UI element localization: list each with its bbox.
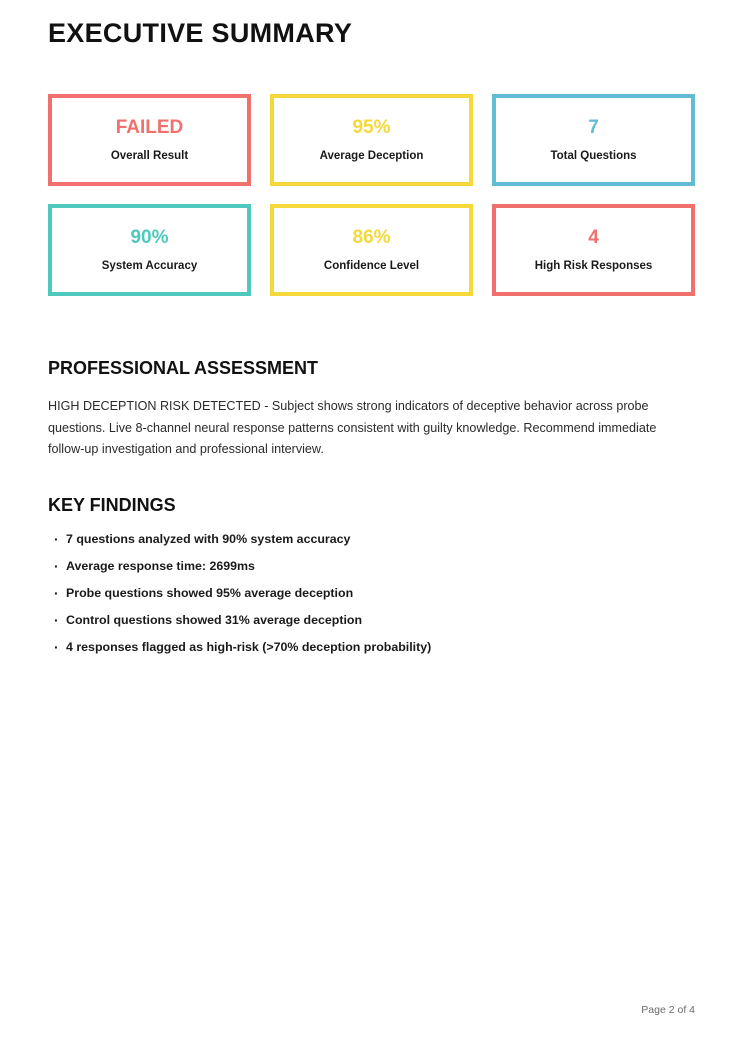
- metric-value: 4: [588, 226, 599, 248]
- assessment-body: HIGH DECEPTION RISK DETECTED - Subject shows strong indicators of deceptive behavior across probe questions. Live 8-channel neural response patterns consistent with guilty knowledge. Recommend immediate follow-up investigation and professional interview.: [48, 399, 657, 457]
- metric-label: System Accuracy: [101, 260, 198, 273]
- metric-card-confidence-level: [270, 204, 473, 296]
- key-findings-section: [48, 495, 695, 654]
- metrics-grid: [48, 94, 695, 296]
- list-item: · Average response time: 2699ms: [48, 559, 695, 573]
- metric-card-total-questions: [492, 94, 695, 186]
- metric-label: Total Questions: [550, 150, 637, 163]
- metric-card-overall-result: [48, 94, 251, 186]
- professional-assessment-section: [48, 358, 695, 461]
- page-footer: Page 2 of 4: [641, 1004, 695, 1016]
- assessment-heading: PROFESSIONAL ASSESSMENT: [48, 358, 319, 378]
- metric-value: 90%: [130, 226, 169, 248]
- findings-heading: KEY FINDINGS: [48, 494, 176, 515]
- metric-value: 7: [588, 116, 599, 138]
- findings-list: [48, 532, 695, 654]
- list-item: · 4 responses flagged as high-risk (>70% deception probability): [48, 640, 695, 654]
- metric-card-high-risk-responses: [492, 204, 695, 296]
- metric-value: 86%: [352, 226, 391, 248]
- metric-value: 95%: [352, 116, 391, 138]
- metric-card-system-accuracy: [48, 204, 251, 296]
- metric-label: Confidence Level: [323, 260, 420, 273]
- list-item: · Probe questions showed 95% average deception: [48, 586, 695, 600]
- list-item: · Control questions showed 31% average deception: [48, 613, 695, 627]
- metric-label: Average Deception: [319, 150, 424, 163]
- metric-label: High Risk Responses: [534, 260, 653, 273]
- metric-value: FAILED: [115, 116, 184, 138]
- metric-card-average-deception: [270, 94, 473, 186]
- list-item: · 7 questions analyzed with 90% system accuracy: [48, 532, 695, 546]
- metric-label: Overall Result: [110, 150, 189, 163]
- page-title: EXECUTIVE SUMMARY: [48, 18, 353, 48]
